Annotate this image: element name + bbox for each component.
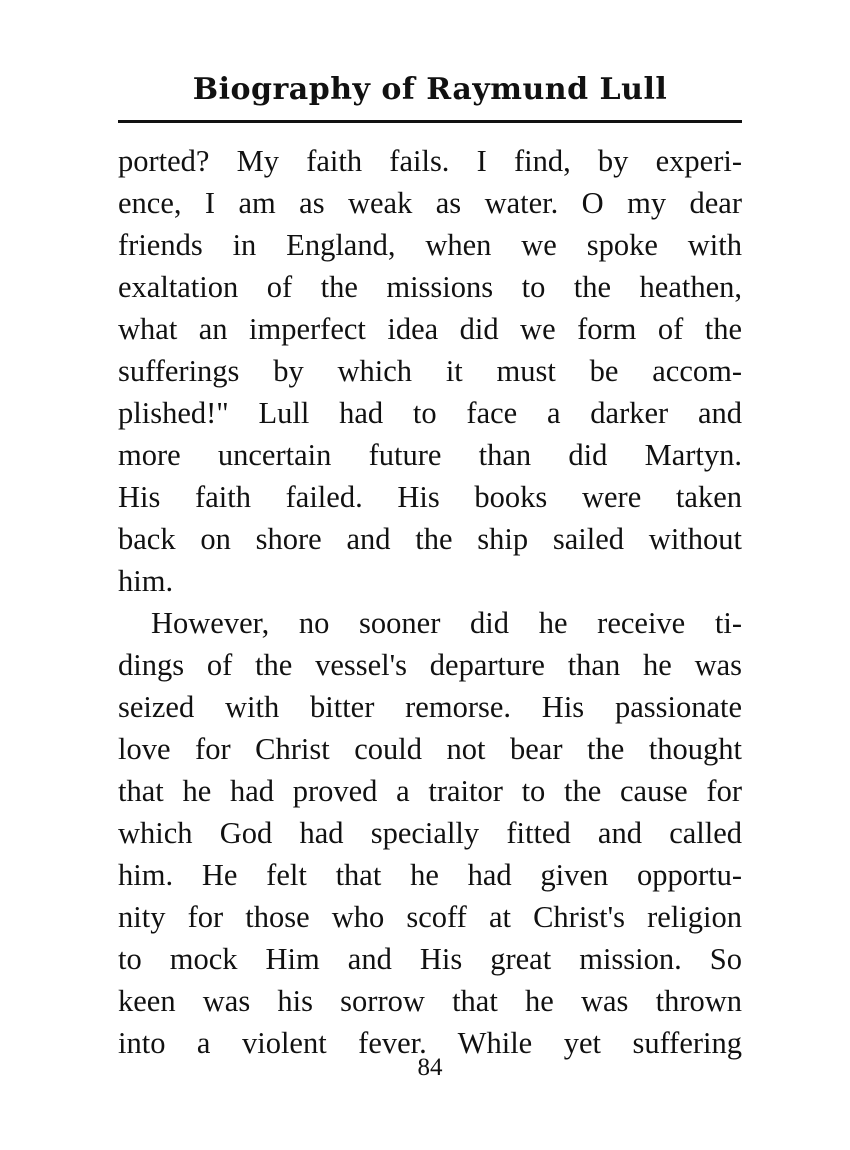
text-line: ported? My faith fails. I find, by experi- — [118, 144, 742, 178]
text-line: that he had proved a traitor to the cause for — [118, 774, 742, 808]
text-line: which God had specially fitted and called — [118, 816, 742, 850]
text-line: more uncertain future than did Martyn. — [118, 438, 742, 472]
paragraph-1 — [118, 140, 742, 602]
text-line: dings of the vessel's departure than he was — [118, 648, 742, 682]
running-head-title: Biography of Raymund Lull — [192, 72, 668, 107]
text-line: friends in England, when we spoke with — [118, 228, 742, 262]
text-line: what an imperfect idea did we form of the — [118, 312, 742, 346]
text-line: ence, I am as weak as water. O my dear — [118, 186, 742, 220]
text-line: love for Christ could not bear the thought — [118, 732, 742, 766]
header-rule — [118, 120, 742, 123]
text-line: him. — [118, 564, 174, 598]
text-line: sufferings by which it must be accom- — [118, 354, 742, 388]
page-number: 84 — [417, 1054, 443, 1081]
text-line: him. He felt that he had given opportu- — [118, 858, 742, 892]
text-line: seized with bitter remorse. His passionate — [118, 690, 742, 724]
text-line: plished!" Lull had to face a darker and — [118, 396, 742, 430]
text-line: nity for those who scoff at Christ's religion — [118, 900, 742, 934]
paragraph-2 — [118, 602, 742, 1064]
text-line: exaltation of the missions to the heathen, — [118, 270, 742, 304]
text-line: His faith failed. His books were taken — [118, 480, 742, 514]
body-text — [118, 140, 742, 1064]
text-line: to mock Him and His great mission. So — [118, 942, 742, 976]
text-line: into a violent fever. While yet suffering — [118, 1026, 742, 1060]
text-line: However, no sooner did he receive ti- — [151, 606, 742, 640]
text-line: back on shore and the ship sailed without — [118, 522, 742, 556]
text-line: keen was his sorrow that he was thrown — [118, 984, 742, 1018]
